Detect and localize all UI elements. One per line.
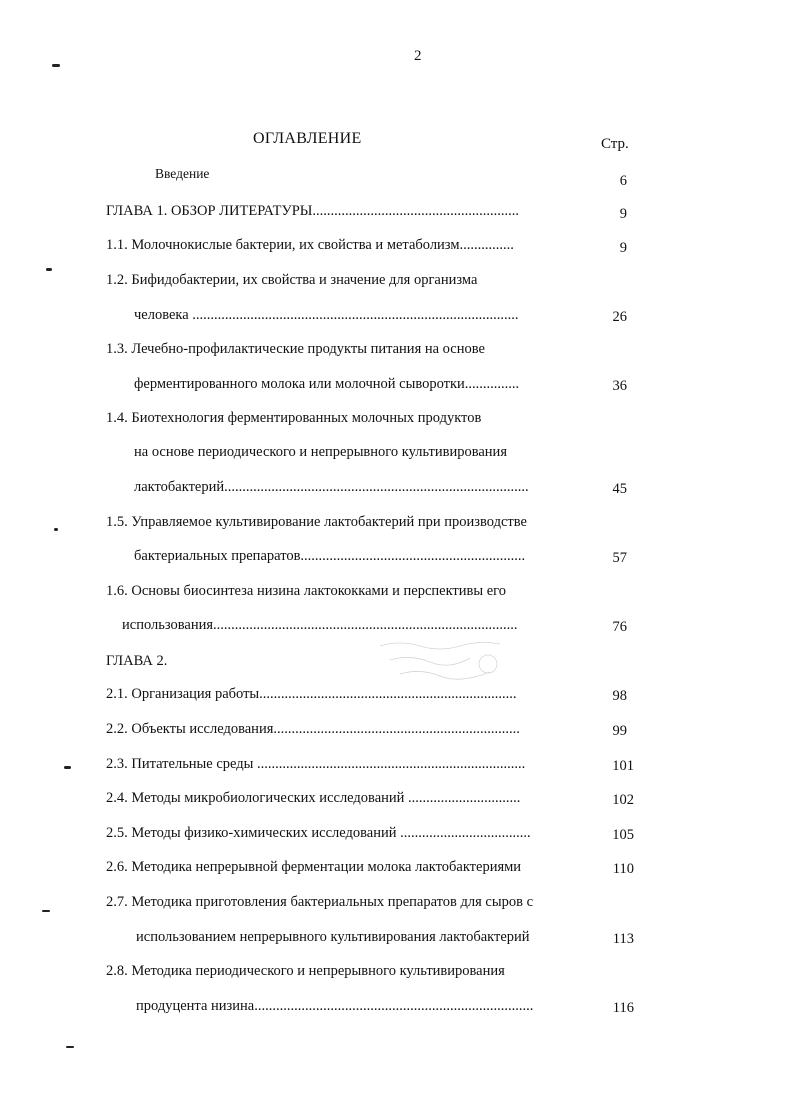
toc-page-2-7: 113 xyxy=(612,931,634,947)
toc-page-1-5: 57 xyxy=(612,550,627,566)
toc-entry-1-3: 1.3. Лечебно-профилактические продукты питания на основе xyxy=(106,341,485,357)
toc-entry-chapter-1: ГЛАВА 1. ОБЗОР ЛИТЕРАТУРЫ......................................................... xyxy=(106,203,520,219)
toc-title: ОГЛАВЛЕНИЕ xyxy=(253,130,362,147)
toc-page-2-1: 98 xyxy=(612,688,627,704)
toc-entry-1-5-cont: бактериальных препаратов.............................................................. xyxy=(134,548,526,564)
toc-entry-2-3: 2.3. Питательные среды .......................................................................... xyxy=(106,756,526,772)
toc-entry-2-2: 2.2. Объекты исследования.................................................................... xyxy=(106,721,520,737)
toc-page-1-4: 45 xyxy=(612,481,627,497)
page-column-label: Стр. xyxy=(601,136,629,152)
toc-page-2-3: 101 xyxy=(612,758,634,774)
toc-page-2-4: 102 xyxy=(612,792,634,808)
scan-speck xyxy=(66,1046,74,1048)
toc-page-2-2: 99 xyxy=(612,723,627,739)
toc-entry-chapter-2: ГЛАВА 2. xyxy=(106,653,168,669)
scan-speck xyxy=(46,268,52,271)
toc-page-intro: 6 xyxy=(619,173,627,189)
toc-entry-1-3-cont: ферментированного молока или молочной сыворотки............... xyxy=(134,376,520,392)
toc-entry-1-6-cont: использования.................................................................................... xyxy=(122,617,518,633)
toc-entry-1-6: 1.6. Основы биосинтеза низина лактококками и перспективы его xyxy=(106,583,507,599)
toc-entry-2-7: 2.7. Методика приготовления бактериальных препаратов для сыров с xyxy=(106,894,534,910)
page-number: 2 xyxy=(414,48,422,64)
toc-page-2-8: 116 xyxy=(612,1000,634,1016)
toc-entry-2-7-cont: использованием непрерывного культивирования лактобактерий xyxy=(136,929,530,945)
toc-entry-1-4: 1.4. Биотехнология ферментированных молочных продуктов xyxy=(106,410,482,426)
scan-speck xyxy=(54,528,58,531)
toc-page-2-6: 110 xyxy=(612,861,634,877)
toc-page-chapter-1: 9 xyxy=(619,206,627,222)
toc-page-1-6: 76 xyxy=(612,619,627,635)
toc-page-1-2: 26 xyxy=(612,309,627,325)
toc-page-2-5: 105 xyxy=(612,827,634,843)
toc-entry-1-4-cont: лактобактерий.................................................................................... xyxy=(134,479,529,495)
toc-entry-1-4-cont: на основе периодического и непрерывного культивирования xyxy=(134,444,507,460)
toc-entry-1-2: 1.2. Бифидобактерии, их свойства и значение для организма xyxy=(106,272,478,288)
toc-entry-1-2-cont: человека .......................................................................................... xyxy=(134,307,519,323)
faint-stamp-image xyxy=(370,632,510,692)
toc-page-1-1: 9 xyxy=(619,240,627,256)
toc-entry-1-1: 1.1. Молочнокислые бактерии, их свойства и метаболизм............... xyxy=(106,237,514,253)
toc-entry-1-5: 1.5. Управляемое культивирование лактобактерий при производстве xyxy=(106,514,527,530)
toc-entry-2-4: 2.4. Методы микробиологических исследований ............................... xyxy=(106,790,521,806)
scan-speck xyxy=(52,64,60,67)
toc-entry-2-5: 2.5. Методы физико-химических исследований .................................... xyxy=(106,825,531,841)
toc-entry-2-1: 2.1. Организация работы....................................................................... xyxy=(106,686,517,702)
scan-speck xyxy=(64,766,71,769)
toc-entry-intro: Введение xyxy=(155,166,210,181)
toc-page-1-3: 36 xyxy=(612,378,627,394)
toc-entry-2-8: 2.8. Методика периодического и непрерывного культивирования xyxy=(106,963,505,979)
toc-entry-2-6: 2.6. Методика непрерывной ферментации молока лактобактериями xyxy=(106,859,522,875)
scan-speck xyxy=(42,910,50,912)
toc-entry-2-8-cont: продуцента низина............................................................................. xyxy=(136,998,534,1014)
